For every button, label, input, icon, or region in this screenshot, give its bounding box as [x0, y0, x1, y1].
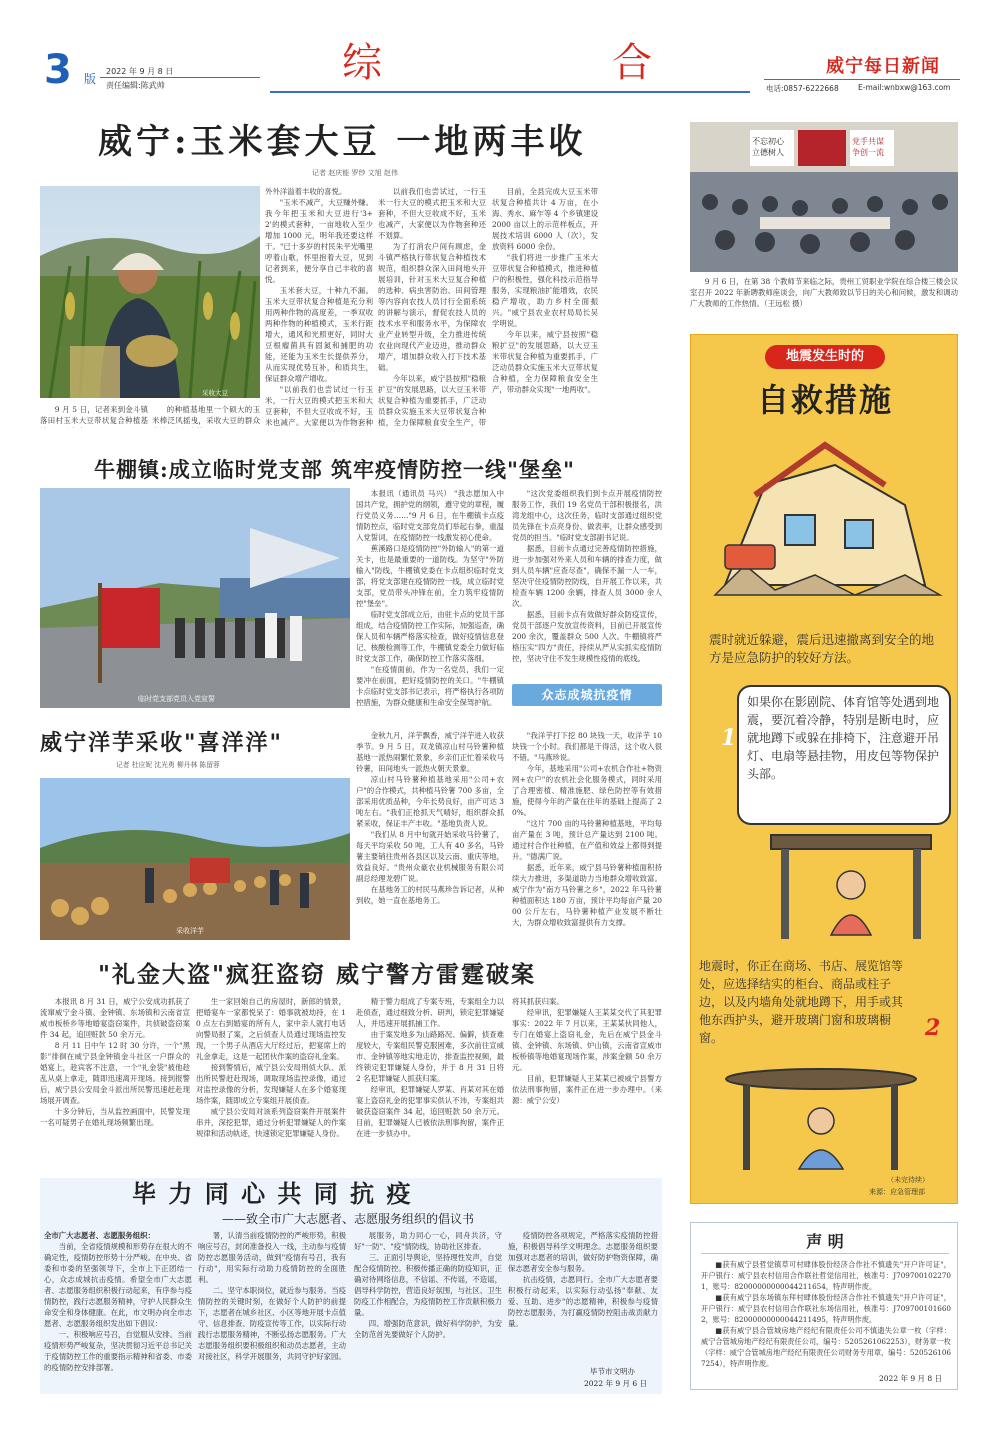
- article5-col3: 展服务，助力同心一心，同舟共济，守好"一防"、"疫"情防线，协助社区排查。 三、正面引导舆论，坚持理性发声，自觉配合疫情防控。积极传播正确的防疫知识，正确对待网络信息，不信谣、不传谣，不造谣，倡导科学防控，营造良好氛围，与社区、卫生防疫工作相配合，为疫情防控工作贡献积极力量。 四、增强防范意识，做好科学防护，为安全防范首先要做好个人防护。: [354, 1231, 502, 1339]
- tip2-number: 2: [925, 1015, 941, 1041]
- article1-title: 威宁:玉米套大豆 一地两丰收: [98, 122, 587, 162]
- article1-lead-2: 的种植基地里一个硕大的玉米棒泛风摇曳，采收大豆的群众: [152, 405, 260, 425]
- corn-photo-caption: 采收大豆: [202, 389, 228, 397]
- table-shelter-illustration: [721, 1065, 921, 1175]
- poster-title-big: 自救措施: [756, 381, 893, 419]
- article1-col4: 目前，全县完成大豆玉米带状复合种植共计 4 万亩，在小海、秀水、麻乍等 4 个乡镇建设 2000 亩以上的示范样板点，开展技术培训 6000 人（次），发放资料 6000 余份。 "我们将进一步推广玉米大豆带状复合种植模式，推进种植户的积极性，强化科技示范指导服务，实现粮油扩能增效，农民稳产增收，助力乡村全面振兴。"威宁县农业农村局局长吴学明说。 今年以来，威宁县按照"稳粮扩豆"的发展思路，以大豆玉米带状复合种植为重要抓手，广泛动员群众实施玉米大豆带状复合种植，全力保障粮食安全生产，带动群众实现"一地两收"。: [492, 187, 598, 394]
- article1-lead: 9 月 5 日，记者来到金斗镇落田村玉米大豆带状复合种植基: [40, 405, 148, 425]
- poster-title-small: 地震发生时的: [765, 345, 885, 369]
- article2-col2: "这次党委组织我们到卡点开展疫情防控服务工作，我们 19 名党员干部积极报名，洪湾龙组中心，这次任务，临时支部通过组织党员先锋在卡点亮身份、做表率，让群众感受到党员的担当。"临时党支部副书记说。 据悉，目前卡点通过完善疫情防控措施，进一步加强对外来人员和车辆的排查力度，做到人员车辆"应查尽查"，确保不漏一人一车，坚决守住疫情防控防线，自开展工作以来，共检查车辆 1200 余辆，排查人员 3000 余人次。 据悉，目前卡点有效做好群众防疫宣传，党员干部逐户发放宣传资料，目前已开展宣传 200 余次，覆盖群众 500 人次。牛棚镇将严格压实"四方"责任，持续从严从实抓实疫情防控，坚决守住不发生规模性疫情的底线。: [512, 489, 662, 663]
- article3-col2: "我洋芋打下挖 80 块钱一天，收洋芋 10 块钱一个小时。我们都是干得活，这个收入很不错。"马燕珍说。 今年，基地采用"公司+农机合作社+物资网+农户"的农机社会化服务模式，同时采用了合理密植、精准施肥、绿色防控等有效措施，使得今年的产量在往年的基础上提高了 20%。 "这片 700 亩的马铃薯种植基地，平均每亩产量在 3 吨，预计总产量达到 2100 吨。通过村合作社种植，在产值和效益上都得到提升。"德满广说。 据悉，近年来，威宁县马铃薯种植面积持续大力推进，多渠道助力当地群众增收致富。威宁作为"南方马铃薯之乡"，2022 年马铃薯种植面积达 180 万亩，预计平均每亩产量 2000 公斤左右，马铃薯种植产业发展不断壮大，为群众增收致富提供有力支撑。: [512, 731, 662, 927]
- section-char-2: 合: [612, 40, 652, 86]
- article5-col2: 署，认清当前疫情防控的严峻形势，积极响应号召，封闭准备投入一线，主动参与疫情防控志愿服务活动，做到"疫情有号召，我有行动"，用实际行动助力疫情防控的全面胜利。 二、坚守本职岗位，就近参与服务。当疫情防控的关键时刻，在做好个人防护的前提下，志愿者在城乡社区、小区等地开展卡点值守、信息排查、防疫宣传等工作，以实际行动践行志愿服务精神，不断弘扬志愿服务。广大志愿服务组织要积极组织和动员志愿者，主动对接社区，科学开展服务，共同守护好家园。: [198, 1231, 346, 1361]
- poster-footer-cont: （未完待续）: [887, 1176, 929, 1184]
- article5-signature: 毕节市文明办: [590, 1367, 635, 1376]
- banner-left: 不忘初心 立德树人: [752, 137, 784, 157]
- notice-box: [690, 1222, 958, 1390]
- article2-title: 牛棚镇:成立临时党支部 筑牢疫情防控一线"堡垒": [94, 457, 575, 482]
- desk-shelter-illustration: [761, 825, 941, 945]
- article2-col1: 本报讯（通讯员 马兴） "我志愿加入中国共产党，拥护党的纲领，遵守党的章程，履行党员义务……"9 月 6 日，在牛棚镇卡点疫情防控点，临时党支部党员们举起右拳，重温入党誓词，在疫情防控一线激发初心使命。 蕉溪路口是疫情防控"外防输入"的第一道关卡，也是最重要的一道防线。为坚守"外防输入"防线，牛棚镇党委在卡点组织临时党支部，将党支部建在疫情防控一线，成立临时党支部，党员带头冲锋在前，全力筑牢疫情防控"堡垒"。 临时党支部成立后，由驻卡点的党员干部组成，结合疫情防控工作实际，加强巡查，确保人员和车辆严格落实检查，做好疫情信息登记、核酸检测等工作，牛棚镇党委全力做好临时党支部工作，确保防控工作落实落细。 "在疫情面前，作为一名党员，我们一定要冲在前面，把好疫情防控的关口。"牛棚镇卡点临时党支部书记表示，将严格执行各项防控措施，为群众健康和生命安全保驾护航。: [356, 489, 504, 707]
- oath-photo-caption: 临时党支部党员入党宣誓: [138, 695, 215, 703]
- article5-title: 毕 力 同 心 共 同 抗 疫: [132, 1179, 413, 1208]
- anti-epidemic-badge: 众志成城抗疫情: [512, 684, 662, 706]
- article4-col3: 精于警力组成了专案专班，专案组全力以赴侦查，通过细致分析、研判，锁定犯罪嫌疑人，并迅速开展抓捕工作。 由于案发地多为山路路况、偏僻，侦查难度较大，专案组民警克服困难，多次前往宣威市、金钟镇等地实地走访，排查监控视频，最终锁定犯罪嫌疑人身份，并于 8 月 31 日将 2 名犯罪嫌疑人抓获归案。 经审讯，犯罪嫌疑人罗某、肖某对其在婚宴上盗窃礼金的犯罪事实供认不讳，专案组共破获盗窃案件 34 起，追回赃款 50 余万元。目前，犯罪嫌疑人已被依法刑事拘留，案件正在进一步侦办中。: [356, 997, 504, 1138]
- notice-item: ■获有威宁县合管城房地产经纪有限责任公司不慎遗失公章一枚（字样：威宁合管城房地产经纪有限责任公司，编号：5205261062253），财务章一枚（字样：威宁合管城房地产经纪有限责任公司财务专用章，编号：5205261067254），特声明作废。: [701, 1326, 951, 1368]
- notice-item: ■获有威宁县东场镇东拜村肆体股份经济合作社不慎遗失"开户许可证"，开户银行：威宁县农村信用合作联社东场信用社，核准号：J7097001016602，账号：82000000000044211495，特声明作废。: [701, 1293, 951, 1324]
- article5-col1: 全市广大志愿者、志愿服务组织： 当前，全省疫情规模和形势存在很大的不确定性，疫情防控形势十分严峻。在中央、省委和市委的坚强领导下，全市上下正团结一心，众志成城抗击疫情。希望全市广大志愿者、志愿服务组织积极行动起来，有序参与疫情防控，践行志愿服务精神，守护人民群众生命安全和身体健康。在此，市文明办向全市志愿者、志愿服务组织发出如下倡议： 一、积极响应号召，自觉服从安排。当前疫情形势严峻复杂，坚决贯彻习近平总书记关于疫情防控工作的重要指示精神和省委、市委的疫情防控安排部署。: [44, 1231, 192, 1372]
- editor: 责任编辑:陈武帅: [106, 81, 165, 90]
- notice-item: ■获有威宁县哲觉镇草可村肆体股份经济合作社不慎遗失"开户许可证"，开户银行：威宁县农村信用合作联社哲觉信用社，核准号：J7097001022701，账号：82000000000044211654，特声明作废。: [701, 1260, 951, 1291]
- article1-col2: 外外洋溢着丰收的喜悦。 "玉米不减产，大豆赚外赚。我今年把玉米和大豆进行'3+2'的模式套种，一亩地收入至少增加 1000 元，明年我还要这样干。"已十多岁的村民朱平光嘴里哼着山歌，怀里抱着大豆，见到记者到来，便分享自己丰收的喜悦。 玉米套大豆，十种九不漏。玉米大豆带状复合种植是充分利用两种作物的高度差，一季双收两种作物的种植模式，玉米行距增大，通风和光照更好，同时大豆根瘤菌具有固氮和捕肥的功能，还能为玉米生长提供养分，从而实现优势互补，和质共生，保证群众增产增收。 "以前我们也尝试过一行玉米，一行大豆的模式把玉米和大豆套种，不但大豆收成不好，玉米也减产。大家便以为作物套种: [265, 187, 373, 427]
- article3-col1: 金秋九月，洋芋飘香，威宁洋芋进入收获季节。9 月 5 日，双龙镇凉山村马铃薯种植基地一派热闹繁忙景象，乡亲们正忙着采收马铃薯，田间地头一派热火朝天景象。 凉山村马铃薯种植基地采用"公司+农户"的合作模式，共种植马铃薯 700 多亩，全部采用优质品种，今年长势良好，亩产可达 3 吨左右。"我们正抢抓天气晴好，组织群众抓紧采收，保证丰产丰收。"基地负责人说。 "我们从 8 月中旬就开始采收马铃薯了，每天平均采收 50 吨，工人有 40 多名，马铃薯主要销往贵州各县区以及云南、重庆等地，效益良好。"贵州众豪农业机械服务有限公司副总经理龙碧广说。 在基地务工的村民马燕珍告诉记者，从种到收，她一直在基地务工。: [356, 731, 504, 905]
- tip1-text: 如果你在影剧院、体育馆等处遇到地震，要沉着冷静，特别是断电时，应就地蹲下或躲在排椅下，注意避开吊灯、电扇等悬挂物，用皮包等物保护头部。: [747, 695, 940, 781]
- teachers-meeting-photo: [690, 122, 958, 272]
- banner-right: 党手共谋 争创一流: [852, 137, 884, 157]
- tip1-number: 1: [721, 725, 737, 751]
- corn-photo: [40, 186, 260, 398]
- poster-intro: 震时就近躲避，震后迅速撤离到安全的地方是应急防护的较好方法。: [709, 632, 935, 665]
- article5-date: 2022 年 9 月 6 日: [584, 1379, 648, 1388]
- collapsed-house-illustration: [705, 425, 945, 605]
- notice-body: [701, 1259, 951, 1371]
- page-number: 3: [44, 47, 72, 93]
- oath-photo: [40, 488, 350, 708]
- article5-col4: 疫情防控各项规定，严格落实疫情防控措施，积极倡导科学文明理念。志愿服务组织要加强对志愿者的培训，做好防护物资保障，确保志愿者安全参与服务。 抗击疫情，志愿同行。全市广大志愿者要积极行动起来，以实际行动弘扬"奉献、友爱、互助、进步"的志愿精神，积极参与疫情防控志愿服务，为打赢疫情防控阻击战贡献力量。: [508, 1231, 658, 1328]
- email: E-mail:wnbxw@163.com: [858, 83, 951, 92]
- phone: 电话:0857-6222668: [766, 84, 839, 93]
- article3-title: 威宁洋芋采收"喜洋洋": [40, 730, 283, 756]
- article4-col2: 生一家回娘自己的房屋时，新郎的情景，把婚宴车一家都悦呆了：婚事就被劫持，在 10 点左右到婚宴的所有人，家中亲人就打电话向警局报了案，之后侦查人员通过现场监控发现，一个男子从酒店大厅经过后，把宴席上的礼金拿走，这是一起团伙作案的盗窃礼金案。 接到警情后，威宁县公安局刑侦大队、派出所民警赶赴现场，调取现场监控录像，通过对监控录像的分析，发现嫌疑人在多个婚宴现场作案，随即成立专案组开展侦查。 威宁县公安局对该系列盗窃案件开展案件串并，深挖犯罪，通过分析犯罪嫌疑人的作案规律和活动轨迹，快速锁定犯罪嫌疑人身份。: [196, 997, 346, 1138]
- article5-subtitle: ——致全市广大志愿者、志愿服务组织的倡议书: [222, 1212, 475, 1226]
- earthquake-poster: [690, 334, 958, 1204]
- tip2-text: 地震时，你正在商场、书店、展览馆等处，应选择结实的柜台、商品或柱子边，以及内墙角处就地蹲下，用手或其他东西护头，避开玻璃门窗和玻璃橱窗。: [699, 959, 904, 1045]
- page-suffix: 版: [84, 72, 97, 86]
- masthead: [0, 0, 1000, 110]
- tip1-card: [737, 685, 951, 825]
- section-char-1: 综: [342, 40, 382, 86]
- article4-col1: 本报讯 8 月 31 日，威宁公安成功抓获了流窜威宁金斗镇、金钟镇、东场镇和云南省宣威市板桥乡等地婚宴盗窃案件，共侦破盗窃案件 34 起，追回赃款 50 余万元。 8 月 11 日中午 12 时 30 分许，一个"黑影"徘徊在威宁县金钟镇金斗社区一户群众的婚宴上，趁宾客不注意，一个"礼金袋"被他趁乱从桌上拿走，随即迅速离开现场。接到报警后，威宁县公安局金斗派出所民警迅速赶赴现场展开调查。 十多分钟后，当从监控画面中，民警发现一名可疑男子在婚礼现场频繁出现。: [40, 997, 190, 1127]
- paper-name: 威宁每日新闻: [826, 56, 940, 77]
- article1-col3: 以前我们也尝试过，一行玉米一行大豆的模式把玉米和大豆套种，不但大豆收成不好，玉米也减产，大家便以为作物套种还不划算。 为了打消农户间有顾虑，金斗镇严格执行带状复合种植技术规范，组织群众深入田间地头开展培训，针对玉米大豆复合种植的选种、病虫害防治、田间管理等内容向农技人员讨行全面系统的讲解与演示，督促农技人员的技术水平和服务水平，为保障农业产业转型升级，全力推进传统农业向现代产业迈进，推动群众增产，增加群众收入打下技术基础。 今年以来，威宁县按照"稳粮扩豆"的发展思路，以大豆玉米带状复合种植为重要抓手，广泛动员群众实施玉米大豆带状复合种植，全力保障粮食安全生产，带: [378, 187, 486, 427]
- article3-byline: 记者 杜应妮 沈光勇 柳丹林 陈留蓉: [116, 761, 220, 769]
- potato-photo: [40, 778, 350, 940]
- poster-footer-source: 来源：应急管理部: [869, 1188, 925, 1196]
- potato-photo-caption: 采收洋芋: [176, 927, 204, 935]
- article4-title: "礼金大盗"疯狂盗窃 威宁警方雷霆破案: [98, 961, 536, 988]
- issue-date: 2022 年 9 月 8 日: [106, 67, 174, 76]
- teachers-photo-caption: 9 月 6 日，在第 38 个教师节来临之际，贵州工贸职业学院在综合楼三楼会议室召开 2022 年新聘教师座谈会，向广大教师致以节日的关心和问候，激发和调动广大教师的工作热情。（王远松 摄）: [690, 277, 958, 308]
- article1-byline: 记者 赵庆能 罗纱 文旭 赵伟: [312, 169, 398, 177]
- notice-date: 2022 年 9 月 8 日: [879, 1374, 943, 1383]
- article4-col4: 将其抓获归案。 经审讯，犯罪嫌疑人王某某交代了其犯罪事实：2022 年 7 月以来，王某某伙同他人，专门在婚宴上盗窃礼金，先后在威宁县金斗镇、金钟镇、东场镇、炉山镇，云南省宣威市板桥镇等地婚宴现场作案，涉案金额 50 余万元。 目前，犯罪嫌疑人王某某已被威宁县警方依法刑事拘留，案件正在进一步办理中。（来源：威宁公安）: [512, 997, 662, 1105]
- notice-title: 声 明: [806, 1232, 844, 1251]
